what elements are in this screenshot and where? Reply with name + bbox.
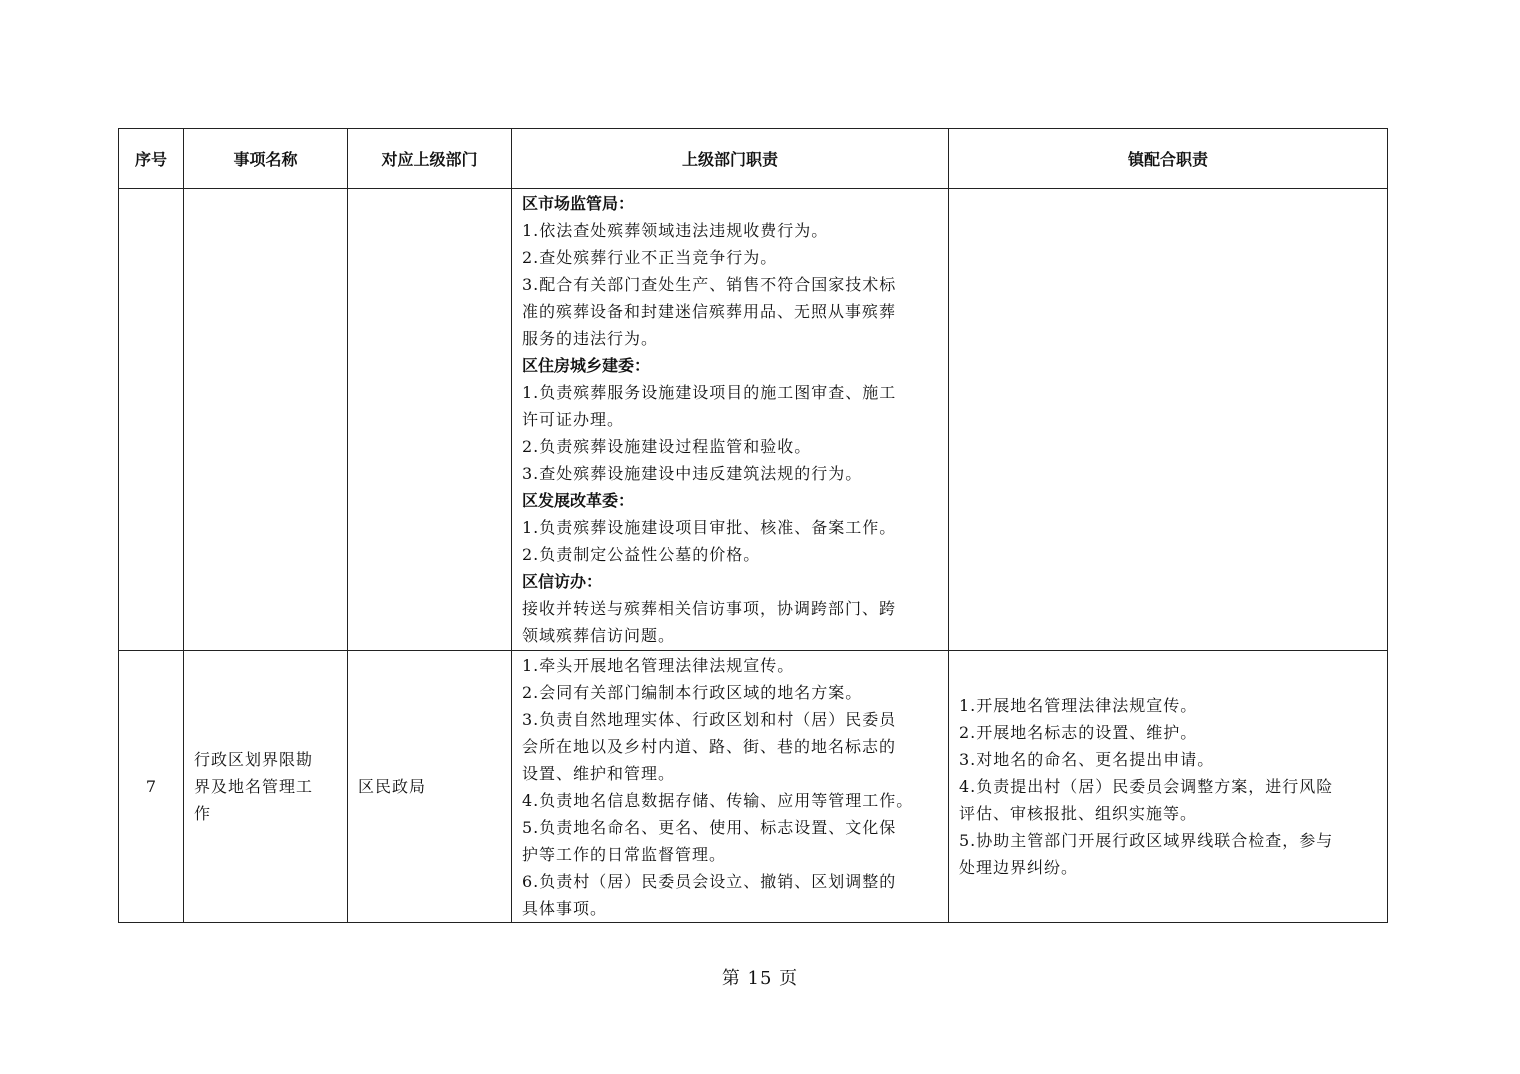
duty-line: 具体事项。: [522, 898, 608, 918]
town-duty-line: 评估、审核报批、组织实施等。: [959, 804, 1198, 823]
duty-line: 区发展改革委：: [522, 491, 635, 510]
row1-town-duty: [949, 189, 1388, 651]
duty-line: 护等工作的日常监督管理。: [522, 844, 727, 864]
duty-line: 3.查处殡葬设施建设中违反建筑法规的行为。: [522, 464, 863, 483]
duty-line: 3.配合有关部门查处生产、销售不符合国家技术标: [522, 275, 897, 294]
row2-town-duty: [949, 651, 1388, 923]
duty-line: 5.负责地名命名、更名、使用、标志设置、文化保: [522, 817, 897, 837]
header-upper-dept: 对应上级部门: [348, 129, 512, 189]
table-row: [119, 189, 1388, 651]
upper-dept-text: 区民政局: [358, 777, 427, 796]
table-row: [119, 651, 1388, 923]
duty-line: 服务的违法行为。: [522, 329, 659, 348]
duty-line: 2.负责制定公益性公墓的价格。: [522, 545, 761, 564]
duty-line: 2.查处殡葬行业不正当竞争行为。: [522, 248, 778, 267]
duty-line: 会所在地以及乡村内道、路、街、巷的地名标志的: [522, 736, 897, 756]
row1-seq: [119, 189, 184, 651]
header-upper-duty: 上级部门职责: [512, 129, 949, 189]
duty-line: 区住房城乡建委：: [522, 356, 651, 375]
row2-seq: 7: [119, 651, 184, 923]
duty-line: 2.会同有关部门编制本行政区域的地名方案。: [522, 682, 863, 702]
header-row: [119, 129, 1388, 189]
town-duty-line: 4.负责提出村（居）民委员会调整方案，进行风险: [959, 777, 1334, 796]
duty-table: [118, 128, 1388, 923]
town-duty-line: 处理边界纠纷。: [959, 858, 1079, 877]
duty-line: 接收并转送与殡葬相关信访事项，协调跨部门、跨: [522, 599, 897, 618]
row1-upper-duty: [512, 189, 949, 651]
duty-line: 6.负责村（居）民委员会设立、撤销、区划调整的: [522, 871, 897, 891]
page-number: 第 15 页: [721, 968, 799, 989]
duty-line: 区信访办：: [522, 572, 603, 591]
row2-upper-dept: [348, 651, 512, 923]
town-duty-line: 3.对地名的命名、更名提出申请。: [959, 750, 1215, 769]
item-name-line: 行政区划界限勘: [194, 750, 314, 769]
row2-item-name: [184, 651, 348, 923]
duty-line: 领域殡葬信访问题。: [522, 626, 676, 645]
duty-line: 3.负责自然地理实体、行政区划和村（居）民委员: [522, 709, 897, 729]
duty-line: 许可证办理。: [522, 410, 625, 429]
town-duty-line: 5.协助主管部门开展行政区域界线联合检查，参与: [959, 831, 1334, 850]
town-duty-line: 1.开展地名管理法律法规宣传。: [959, 696, 1198, 715]
row2-upper-duty: [512, 651, 949, 923]
duty-line: 准的殡葬设备和封建迷信殡葬用品、无照从事殡葬: [522, 302, 897, 321]
header-town-duty: 镇配合职责: [949, 129, 1388, 189]
duty-line: 区市场监管局：: [522, 194, 635, 213]
town-duty-line: 2.开展地名标志的设置、维护。: [959, 723, 1198, 742]
item-name-line: 界及地名管理工: [194, 777, 314, 796]
duty-line: 设置、维护和管理。: [522, 763, 676, 783]
duty-line: 1.牵头开展地名管理法律法规宣传。: [522, 655, 795, 675]
header-seq: 序号: [119, 129, 184, 189]
duty-line: 4.负责地名信息数据存储、传输、应用等管理工作。: [522, 790, 914, 810]
row1-upper-dept: [348, 189, 512, 651]
duty-line: 1.负责殡葬设施建设项目审批、核准、备案工作。: [522, 518, 897, 537]
duty-line: 2.负责殡葬设施建设过程监管和验收。: [522, 437, 812, 456]
item-name-line: 作: [194, 804, 212, 823]
header-item-name: 事项名称: [184, 129, 348, 189]
duty-line: 1.负责殡葬服务设施建设项目的施工图审查、施工: [522, 383, 897, 402]
duty-line: 1.依法查处殡葬领域违法违规收费行为。: [522, 221, 829, 240]
row1-item-name: [184, 189, 348, 651]
